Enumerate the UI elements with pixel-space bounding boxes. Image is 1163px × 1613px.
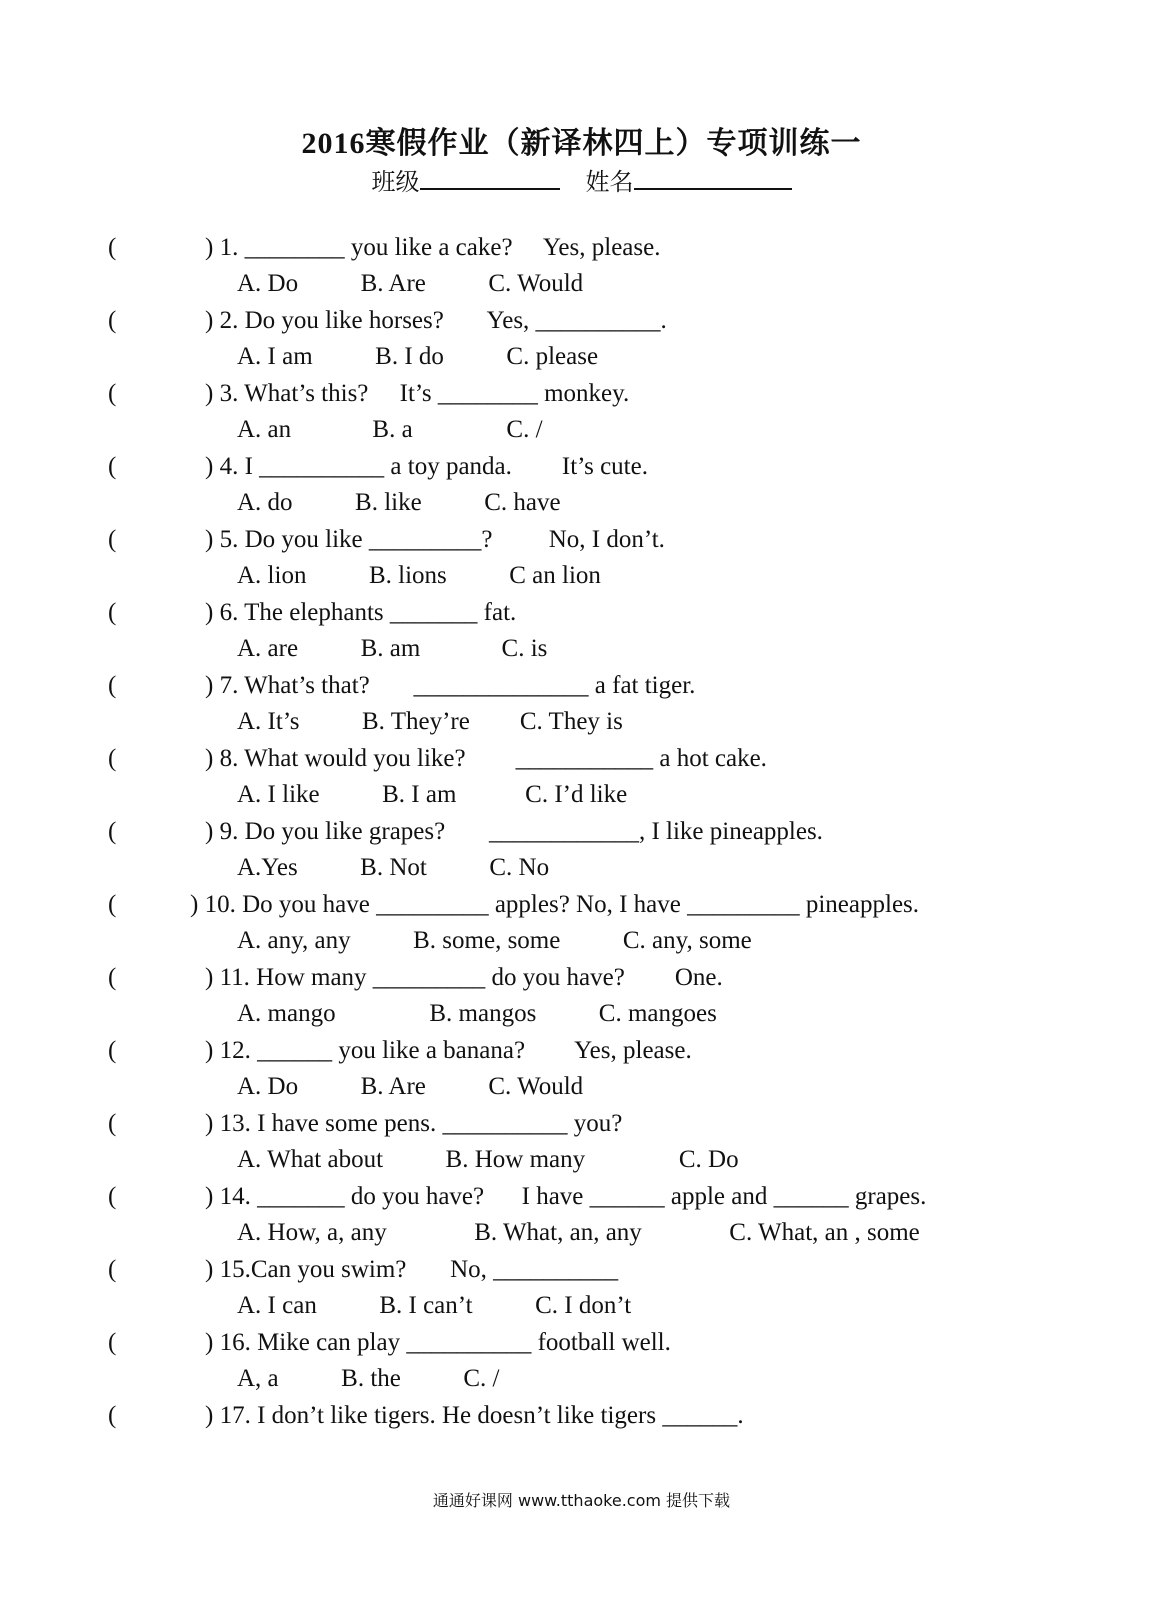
question-options: A. Do B. Are C. Would (237, 1073, 584, 1100)
question-stem: ) 16. Mike can play __________ football well. (205, 1329, 671, 1356)
question-stem: ) 14. _______ do you have? I have ______ apple and ______ grapes. (205, 1183, 927, 1210)
question-1 (0, 233, 1163, 303)
class-label: 班级 (371, 170, 420, 196)
question-stem: ) 15.Can you swim? No, __________ (205, 1256, 619, 1283)
question-options: A. are B. am C. is (237, 635, 548, 662)
question-stem: ) 8. What would you like? ___________ a hot cake. (205, 745, 767, 772)
question-options: A. How, a, any B. What, an, any C. What, an , some (237, 1219, 920, 1246)
name-blank[interactable] (634, 164, 792, 190)
answer-paren[interactable]: ( (108, 307, 117, 334)
question-options: A. I am B. I do C. please (237, 343, 599, 370)
question-options: A. do B. like C. have (237, 489, 561, 516)
name-label: 姓名 (585, 170, 634, 196)
question-stem: ) 10. Do you have _________ apples? No, I have _________ pineapples. (190, 891, 920, 918)
question-3 (0, 379, 1163, 449)
question-2 (0, 306, 1163, 376)
question-options: A.Yes B. Not C. No (237, 854, 550, 881)
question-stem: ) 11. How many _________ do you have? One. (205, 964, 723, 991)
question-options: A. Do B. Are C. Would (237, 270, 584, 297)
question-options: A. It’s B. They’re C. They is (237, 708, 623, 735)
question-options: A. What about B. How many C. Do (237, 1146, 739, 1173)
question-13 (0, 1109, 1163, 1179)
question-5 (0, 525, 1163, 595)
question-4 (0, 452, 1163, 522)
question-stem: ) 12. ______ you like a banana? Yes, please. (205, 1037, 692, 1064)
answer-paren[interactable]: ( (108, 818, 117, 845)
answer-paren[interactable]: ( (108, 380, 117, 407)
answer-paren[interactable]: ( (108, 745, 117, 772)
class-blank[interactable] (420, 164, 560, 190)
answer-paren[interactable]: ( (108, 1110, 117, 1137)
question-options: A. lion B. lions C an lion (237, 562, 601, 589)
answer-paren[interactable]: ( (108, 234, 117, 261)
question-12 (0, 1036, 1163, 1106)
question-options: A. an B. a C. / (237, 416, 543, 443)
question-stem: ) 1. ________ you like a cake? Yes, please. (205, 234, 661, 261)
question-16 (0, 1328, 1163, 1398)
question-7 (0, 671, 1163, 741)
question-14 (0, 1182, 1163, 1252)
question-stem: ) 7. What’s that? ______________ a fat tiger. (205, 672, 696, 699)
question-11 (0, 963, 1163, 1033)
question-8 (0, 744, 1163, 814)
question-stem: ) 13. I have some pens. __________ you? (205, 1110, 623, 1137)
question-options: A. I like B. I am C. I’d like (237, 781, 628, 808)
student-info (0, 162, 1163, 197)
question-stem: ) 4. I __________ a toy panda. It’s cute. (205, 453, 648, 480)
question-stem: ) 6. The elephants _______ fat. (205, 599, 517, 626)
answer-paren[interactable]: ( (108, 1402, 117, 1429)
question-stem: ) 2. Do you like horses? Yes, __________. (205, 307, 667, 334)
answer-paren[interactable]: ( (108, 453, 117, 480)
answer-paren[interactable]: ( (108, 1256, 117, 1283)
footer-text: 通通好课网 www.tthaoke.com 提供下载 (432, 1491, 731, 1510)
question-stem: ) 3. What’s this? It’s ________ monkey. (205, 380, 630, 407)
question-options: A. I can B. I can’t C. I don’t (237, 1292, 632, 1319)
question-6 (0, 598, 1163, 668)
answer-paren[interactable]: ( (108, 526, 117, 553)
question-17 (0, 1401, 1163, 1471)
question-options: A, a B. the C. / (237, 1365, 500, 1392)
answer-paren[interactable]: ( (108, 672, 117, 699)
question-options: A. mango B. mangos C. mangoes (237, 1000, 717, 1027)
page-title: 2016寒假作业（新译林四上）专项训练一 (301, 127, 862, 160)
question-stem: ) 9. Do you like grapes? ____________, I like pineapples. (205, 818, 823, 845)
question-10 (0, 890, 1163, 960)
question-15 (0, 1255, 1163, 1325)
answer-paren[interactable]: ( (108, 1183, 117, 1210)
answer-paren[interactable]: ( (108, 964, 117, 991)
question-9 (0, 817, 1163, 887)
answer-paren[interactable]: ( (108, 891, 117, 918)
answer-paren[interactable]: ( (108, 1037, 117, 1064)
question-options: A. any, any B. some, some C. any, some (237, 927, 752, 954)
answer-paren[interactable]: ( (108, 599, 117, 626)
answer-paren[interactable]: ( (108, 1329, 117, 1356)
question-stem: ) 5. Do you like _________? No, I don’t. (205, 526, 665, 553)
question-stem: ) 17. I don’t like tigers. He doesn’t like tigers ______. (205, 1402, 744, 1429)
